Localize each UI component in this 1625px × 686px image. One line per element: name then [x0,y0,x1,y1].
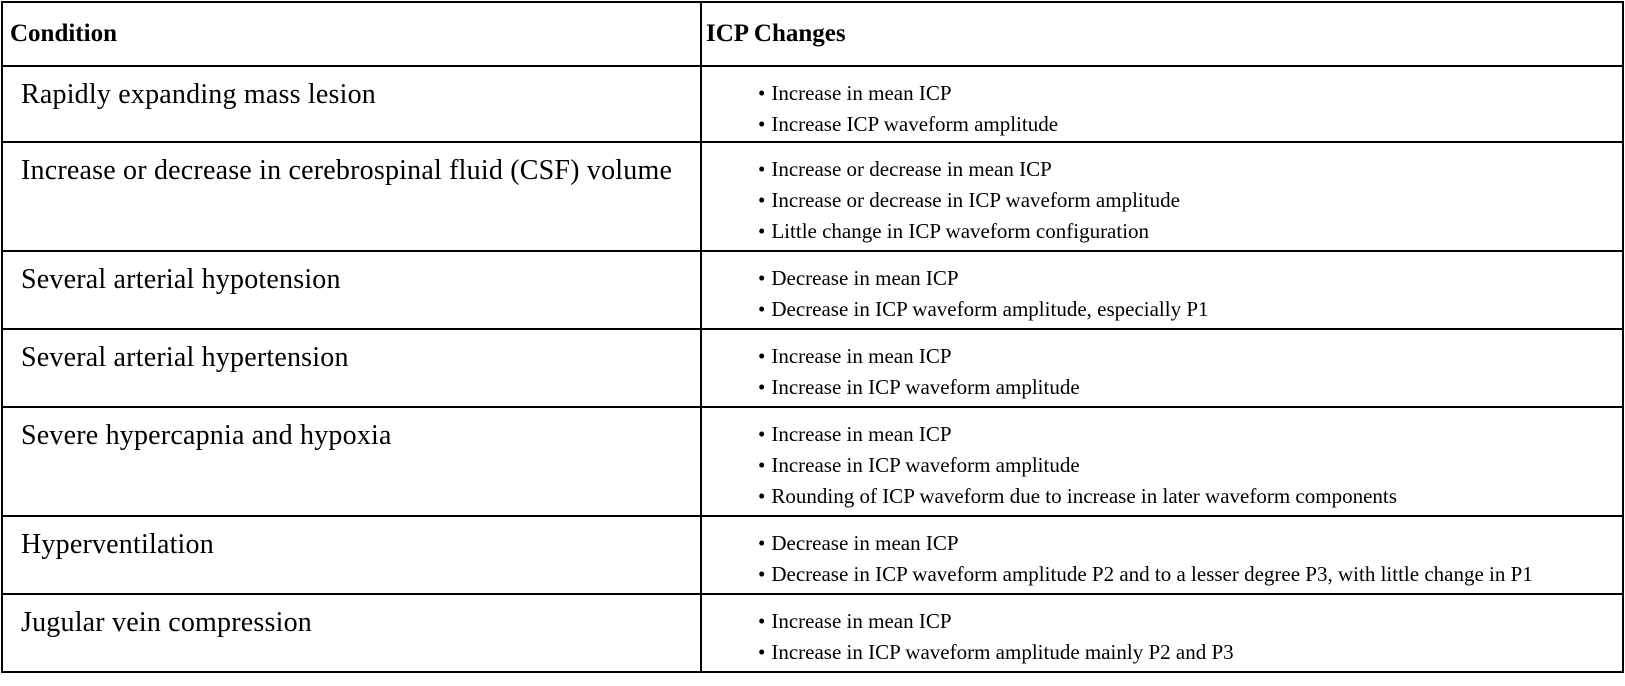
table-row [2,251,1623,329]
condition-cell: Hyperventilation [2,516,701,594]
icp-changes-cell [701,516,1623,594]
list-item: • Decrease in ICP waveform amplitude, especially P1 [758,294,1622,325]
condition-cell: Several arterial hypertension [2,329,701,407]
list-item: • Decrease in mean ICP [758,263,1622,294]
changes-list [758,528,1622,590]
table-row [2,407,1623,516]
list-item: • Increase in mean ICP [758,606,1622,637]
list-item: • Increase in ICP waveform amplitude [758,450,1622,481]
list-item: • Increase ICP waveform amplitude [758,109,1622,140]
list-item: • Increase or decrease in mean ICP [758,154,1622,185]
changes-list [758,419,1622,512]
changes-list [758,263,1622,325]
list-item: • Increase in ICP waveform amplitude mainly P2 and P3 [758,637,1622,668]
icp-changes-cell [701,251,1623,329]
icp-conditions-table [1,1,1624,673]
table-row [2,66,1623,142]
list-item: • Increase in mean ICP [758,341,1622,372]
icp-changes-cell [701,142,1623,251]
header-icp-changes: ICP Changes [701,2,1623,66]
changes-list [758,606,1622,668]
list-item: • Little change in ICP waveform configuration [758,216,1622,247]
list-item: • Increase in ICP waveform amplitude [758,372,1622,403]
icp-changes-cell [701,407,1623,516]
icp-changes-cell [701,329,1623,407]
condition-cell: Several arterial hypotension [2,251,701,329]
changes-list [758,341,1622,403]
table-row [2,329,1623,407]
condition-cell: Jugular vein compression [2,594,701,672]
list-item: • Decrease in ICP waveform amplitude P2 and to a lesser degree P3, with little change in P1 [758,559,1622,590]
list-item: • Decrease in mean ICP [758,528,1622,559]
changes-list [758,78,1622,140]
condition-cell: Increase or decrease in cerebrospinal fluid (CSF) volume [2,142,701,251]
list-item: • Increase in mean ICP [758,78,1622,109]
changes-list [758,154,1622,247]
icp-changes-cell [701,66,1623,142]
table-row [2,142,1623,251]
condition-cell: Rapidly expanding mass lesion [2,66,701,142]
list-item: • Rounding of ICP waveform due to increase in later waveform components [758,481,1622,512]
condition-cell: Severe hypercapnia and hypoxia [2,407,701,516]
table-row [2,516,1623,594]
list-item: • Increase or decrease in ICP waveform amplitude [758,185,1622,216]
header-row [2,2,1623,66]
header-condition: Condition [2,2,701,66]
list-item: • Increase in mean ICP [758,419,1622,450]
table-row [2,594,1623,672]
icp-changes-cell [701,594,1623,672]
